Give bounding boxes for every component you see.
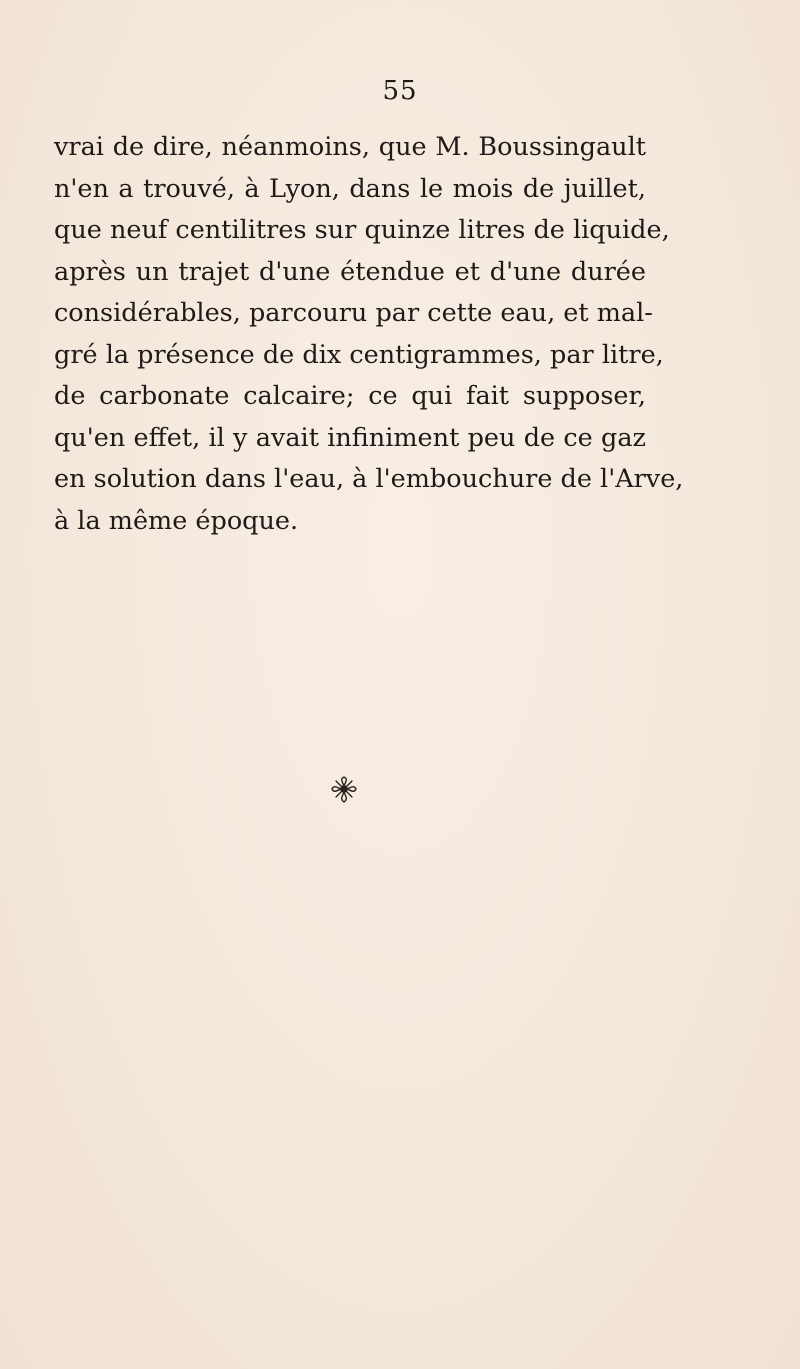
text-line: de carbonate calcaire; ce qui fait supposer, bbox=[54, 381, 646, 411]
text-line: en solution dans l'eau, à l'embouchure de l'Arve, bbox=[54, 464, 684, 494]
text-line: vrai de dire, néanmoins, que M. Boussingault bbox=[54, 132, 646, 162]
text-line-last: à la même époque. bbox=[54, 505, 299, 536]
text-line: considérables, parcouru par cette eau, et mal- bbox=[54, 298, 653, 328]
text-line: après un trajet d'une étendue et d'une durée bbox=[54, 256, 646, 287]
text-line: gré la présence de dix centigrammes, par litre, bbox=[54, 339, 664, 370]
body-text bbox=[54, 127, 684, 542]
floral-ornament-icon bbox=[330, 775, 358, 805]
text-line: n'en a trouvé, à Lyon, dans le mois de juillet, bbox=[54, 173, 646, 204]
text-line: qu'en effet, il y avait infiniment peu de ce gaz bbox=[54, 422, 646, 453]
text-line: que neuf centilitres sur quinze litres de liquide, bbox=[54, 215, 670, 245]
page-number: 55 bbox=[382, 76, 418, 106]
